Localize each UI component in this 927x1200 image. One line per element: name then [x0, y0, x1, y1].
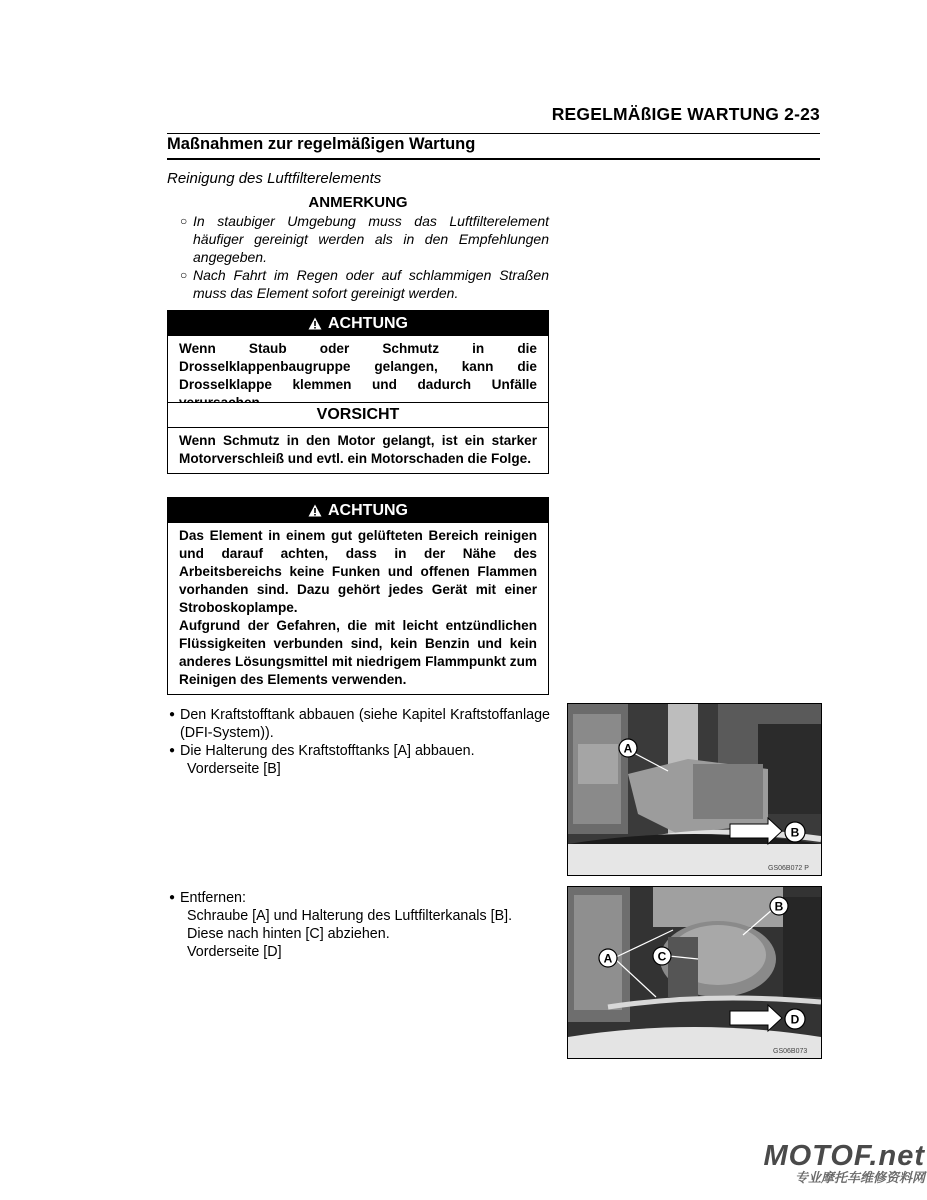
photo-code: GS06B072 P [768, 865, 809, 872]
circle-bullet-icon: ○ [180, 268, 188, 282]
photo-label-b: B [790, 825, 800, 840]
photo-code: GS06B073 [773, 1048, 808, 1055]
photo-label-b: B [774, 899, 784, 914]
note-item [180, 266, 549, 302]
circle-bullet-icon: ○ [180, 214, 188, 228]
note-list [180, 212, 549, 302]
step-list [169, 889, 550, 961]
step-item [169, 889, 550, 907]
warning-text: Wenn Staub oder Schmutz in die Drosselklappenbaugruppe gelangen, kann die Drosselklappe klemmen und dadurch Unfälle [179, 341, 537, 392]
note-heading: ANMERKUNG [308, 194, 408, 211]
bullet-dot-icon: ● [169, 709, 176, 720]
photo-label-a: A [603, 951, 613, 966]
step-text: Entfernen: [180, 890, 246, 906]
step-text: Die Halterung des Kraftstofftanks [A] abbauen. [180, 743, 475, 759]
warning-header [168, 311, 548, 336]
bullet-dot-icon: ● [169, 745, 176, 756]
caution-box [167, 402, 549, 474]
step-subtext: Diese nach hinten [C] abziehen. [187, 926, 390, 942]
photo-label-d: D [790, 1012, 800, 1027]
warning-box [167, 497, 549, 695]
warning-paragraph: Aufgrund der Gefahren, die mit leicht entzündlichen Flüssigkeiten verbunden sind, kein Benzin und kein anderes Lösungsmittel mit niedrigem Flammpunkt zum Reinigen des Elements verwenden. [179, 618, 537, 687]
step-item [169, 742, 550, 760]
watermark-main: MOTOF.net [763, 1140, 925, 1172]
note-item [180, 212, 549, 266]
note-item-text: Nach Fahrt im Regen oder auf schlammigen Straßen muss das Element sofort gereinigt werden. [193, 267, 549, 301]
warning-triangle-icon [308, 317, 322, 330]
step-text: Den Kraftstofftank abbauen (siehe Kapitel Kraftstoffanlage (DFI-System)). [180, 707, 550, 741]
step-item [169, 706, 550, 742]
section-title: Maßnahmen zur regelmäßigen Wartung [167, 135, 476, 153]
warning-header [168, 498, 548, 523]
warning-paragraph: Das Element in einem gut gelüfteten Bereich reinigen und darauf achten, dass in der Nähe des Arbeitsbereichs keine Funken und offenen Flammen vorhanden sind. Dazu gehört jedes Gerät mit einer Stroboskoplampe. [179, 528, 537, 615]
photo-fuel-tank-bracket [567, 703, 822, 876]
photo-label-a: A [623, 741, 633, 756]
photo-label-c: C [657, 949, 667, 964]
page-header-title: REGELMÄßIGE WARTUNG 2-23 [551, 104, 820, 124]
note-item-text: In staubiger Umgebung muss das Luftfilterelement häufiger gereinigt werden als in den Empfehlungen angegeben. [193, 213, 549, 265]
step-subtext: Schraube [A] und Halterung des Luftfilterkanals [B]. [187, 908, 513, 924]
engine-photo-illustration [568, 887, 821, 1058]
section-rule [167, 158, 820, 160]
photo-air-filter-duct [567, 886, 822, 1059]
step-subtext: Vorderseite [D] [187, 944, 282, 960]
warning-label: ACHTUNG [328, 501, 408, 519]
watermark-sub: 专业摩托车维修资料网 [794, 1170, 925, 1185]
subsection-title: Reinigung des Luftfilterelements [167, 170, 382, 187]
warning-label: ACHTUNG [328, 314, 408, 332]
step-list [169, 706, 550, 778]
bullet-dot-icon: ● [169, 892, 176, 903]
caution-text: Wenn Schmutz in den Motor gelangt, ist ein starker Motorverschleiß und evtl. ein Motorschaden die Folge. [179, 433, 537, 466]
caution-header: VORSICHT [168, 403, 548, 428]
header-rule [167, 133, 820, 134]
watermark-logo [755, 1140, 925, 1186]
warning-triangle-icon [308, 504, 322, 517]
engine-photo-illustration [568, 704, 821, 875]
step-subtext: Vorderseite [B] [187, 761, 281, 777]
warning-text [168, 523, 548, 694]
